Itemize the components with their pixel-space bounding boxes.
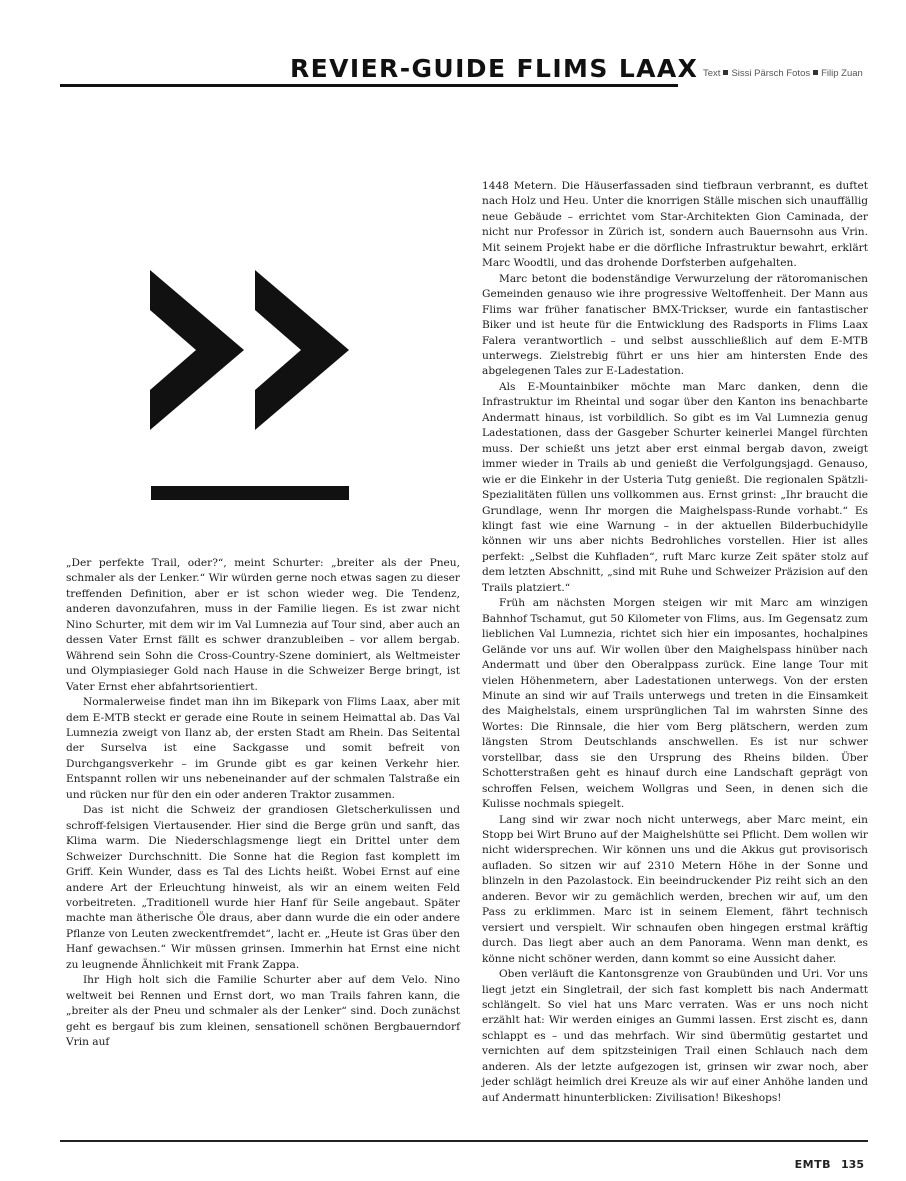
credits <box>703 68 903 79</box>
magazine-name: EMTB <box>794 1158 832 1171</box>
text-column-left <box>66 556 460 1051</box>
paragraph: Als E-Mountainbiker möchte man Marc danken, denn die Infrastruktur im Rheintal und sogar über den Kanton ins benachbarte Andermatt hinaus, ist vorbildlich. So gibt es im Val Lumnezia genug Ladestationen, dass der Gasgeber Schurter keinerlei Mangel fürchten muss. Der schießt uns jetzt aber erst einmal bergab davon, zweigt immer wieder in Trails ab und genießt die Verfolgungsjagd. Genauso, wie er die Einkehr in der Usteria Tutg genießt. Die regionalen Spätzli-Spezialitäten füllen uns vollkommen aus. Ernst grinst: „Ihr braucht die Grundlage, wenn Ihr morgen die Maighelspass-Runde vorhabt.“ Es klingt fast wie eine Warnung – in der aktuellen Bilderbuchidylle können wir uns aber nichts Bedrohliches vorstellen. Hier ist alles perfekt: „Selbst die Kuhfladen“, ruft Marc kurze Zeit später stolz auf dem letzten Abschnitt, „sind mit Ruhe und Schweizer Präzision auf den Trails platziert.“ <box>482 380 868 594</box>
page-title: REVIER-GUIDE FLIMS LAAX <box>290 54 699 83</box>
paragraph: Früh am nächsten Morgen steigen wir mit Marc am winzigen Bahnhof Tschamut, gut 50 Kilometer von Flims, aus. Im Gegensatz zum lieblichen Val Lumnezia, richtet sich hier ein imposantes, hochalpines Gelände vor uns auf. Wir wollen über den Maighelspass hinüber nach Andermatt und über den Oberalppass zurück. Eine lange Tour mit vielen Höhenmetern, aber Ladestationen unterwegs. Von der ersten Minute an sind wir auf Trails unterwegs und treten in die Einsamkeit des Maighelstals, einem ursprünglichen Tal im wahrsten Sinne des Wortes: Die Rinnsale, die hier vom Berg plätschern, werden zum längsten Strom Deutschlands anschwellen. Es ist nur schwer vorstellbar, dass sie den Ursprung des Rheins bilden. Über Schotterstraßen geht es hinauf durch eine Landschaft geprägt von schroffen Felsen, weichem Wollgras und Seen, in denen sich die Kulisse nochmals spiegelt. <box>482 597 868 811</box>
text-column-right <box>482 179 868 1106</box>
footer-rule <box>60 1140 868 1142</box>
paragraph: 1448 Metern. Die Häuserfassaden sind tiefbraun verbrannt, es duftet nach Holz und Heu. Unter die knorrigen Ställe mischen sich unauffällig neue Gebäude – errichtet vom Star-Architekten Gion Caminada, der nicht nur Professor in Zürich ist, sondern auch Bauernsohn aus Vrin. Mit seinem Projekt habe er die dörfliche Infrastruktur bewahrt, erklärt Marc Woodtli, und das drohende Dorfsterben aufgehalten. <box>482 180 868 270</box>
paragraph: Marc betont die bodenständige Verwurzelung der rätoromanischen Gemeinden genauso wie ihre progressive Weltoffenheit. Der Mann aus Flims war früher fanatischer BMX-Trickser, wurde ein fantastischer Biker und ist heute für die Entwicklung des Radsports in Flims Laax Falera verantwortlich – und selbst ausschließlich auf dem E-MTB unterwegs. Zielstrebig führt er uns hier am hintersten Ende des abgelegenen Tales zur E-Ladestation. <box>482 272 868 378</box>
paragraph: Normalerweise findet man ihn im Bikepark von Flims Laax, aber mit dem E-MTB steckt er gerade eine Route in seinem Heimattal ab. Das Val Lumnezia zweigt von Ilanz ab, der ersten Stadt am Rhein. Das Seitental der Surselva ist eine Sackgasse und somit befreit von Durchgangsverkehr – im Grunde gibt es gar keinen Verkehr hier. Entspannt rollen wir uns nebeneinander auf der schmalen Talstraße ein und rücken nur für den ein oder anderen Traktor zusammen. <box>66 696 460 801</box>
page-footer <box>795 1158 864 1171</box>
paragraph: Lang sind wir zwar noch nicht unterwegs, aber Marc meint, ein Stopp bei Wirt Bruno auf der Maighelshütte sei Pflicht. Dem wollen wir nicht widersprechen. Wir können uns und die Akkus gut provisorisch aufladen. So sitzen wir auf 2310 Metern Höhe in der Sonne und blinzeln in den Pazolastock. Ein beeindruckender Piz reiht sich an den anderen. Bevor wir zu gemächlich werden, brechen wir auf, um den Pass zu erklimmen. Marc ist in seinem Element, fährt technisch versiert und verspielt. Wir schnaufen oben hingegen erstmal kräftig durch. Das liegt aber auch an dem Panorama. Wenn man denkt, es könne nicht schöner werden, dann kommt so eine Aussicht daher. <box>482 813 868 965</box>
header-rule <box>60 84 678 87</box>
paragraph: Ihr High holt sich die Familie Schurter aber auf dem Velo. Nino weltweit bei Rennen und Ernst dort, wo man Trails fahren kann, die „breiter als der Pneu und schmaler als der Lenker“ sind. Doch zunächst geht es bergauf bis zum kleinen, sensationell schönen Bergbauerndorf Vrin auf <box>66 974 460 1049</box>
credit-text-label: Text <box>703 68 721 79</box>
credit-photo-label: Fotos <box>786 68 811 79</box>
page-number: 135 <box>841 1158 864 1171</box>
paragraph: Das ist nicht die Schweiz der grandiosen Gletscherkulissen und schroff-felsigen Viertausender. Hier sind die Berge grün und sanft, das Klima warm. Die Niederschlagsmenge liegt ein Drittel unter dem Schweizer Durchschnitt. Die Sonne hat die Region fast komplett im Griff. Kein Wunder, dass es Tal des Lichts heißt. Wobei Ernst auf eine andere Art der Erleuchtung hinweist, als wir an einem weiten Feld vorbeitreten. „Traditionell wurde hier Hanf für Seile angebaut. Später machte man ätherische Öle draus, aber dann wurde die ein oder andere Pflanze von Leuten zweckentfremdet“, lacht er. „Heute ist Gras über den Hanf gewachsen.“ Wir müssen grinsen. Immerhin hat Ernst eine nicht zu leugnende Ähnlichkeit mit Frank Zappa. <box>66 804 460 971</box>
square-bullet-icon <box>813 70 818 75</box>
credit-text-name: Sissi Pärsch <box>731 68 784 79</box>
square-bullet-icon <box>723 70 728 75</box>
credit-photo-name: Filip Zuan <box>821 68 863 79</box>
double-chevron-right-icon <box>150 270 370 506</box>
paragraph: „Der perfekte Trail, oder?“, meint Schurter: „breiter als der Pneu, schmaler als der Lenker.“ Wir würden gerne noch etwas sagen zu dieser treffenden Definition, aber er ist schon wieder weg. Die Tendenz, anderen davonzufahren, muss in der Familie liegen. Es ist zwar nicht Nino Schurter, mit dem wir im Val Lumnezia auf Tour sind, aber auch an dessen Vater Ernst fällt es schwer dranzubleiben – vor allem bergab. Während sein Sohn die Cross-Country-Szene dominiert, als Weltmeister und Olympiasieger Gold nach Hause in die Schweizer Berge bringt, ist Vater Ernst eher abfahrtsorientiert. <box>66 557 460 693</box>
paragraph: Oben verläuft die Kantonsgrenze von Graubünden und Uri. Vor uns liegt jetzt ein Singletrail, der sich fast komplett bis nach Andermatt schlängelt. So viel hat uns Marc verraten. Was er uns noch nicht erzählt hat: Wir werden einiges an Gummi lassen. Erst zischt es, dann schlappt es – und das mehrfach. Wir sind übermütig gestartet und vernichten auf dem spitzsteinigen Trail einen Schlauch nach dem anderen. Als der letzte aufgezogen ist, grinsen wir zwar noch, aber jeder schlägt heimlich drei Kreuze als wir auf einer Anhöhe landen und auf Andermatt hinunterblicken: Zivilisation! Bikeshops! <box>482 968 868 1104</box>
